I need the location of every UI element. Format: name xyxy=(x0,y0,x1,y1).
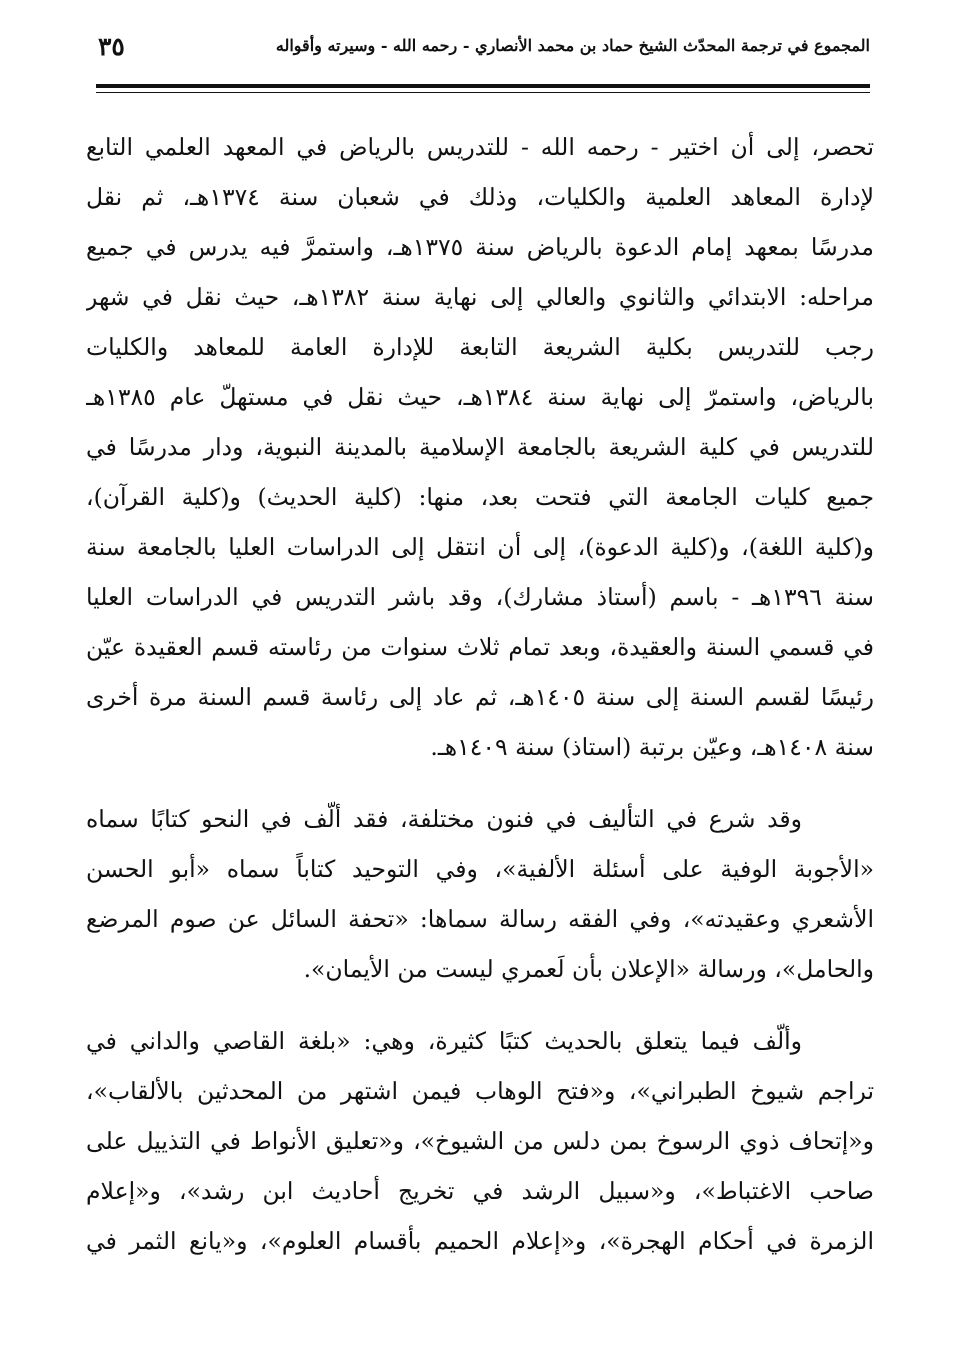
text-line: رئيسًا لقسم السنة إلى سنة ١٤٠٥هـ، ثم عاد إلى رئاسة قسم السنة مرة أخرى xyxy=(86,683,874,711)
text-line: مراحله: الابتدائي والثانوي والعالي إلى نهاية سنة ١٣٨٢هـ، حيث نقل في شهر xyxy=(86,283,874,311)
body-text xyxy=(86,122,874,1266)
text-line: سنة ١٣٩٦هـ - باسم (أستاذ مشارك)، وقد باشر التدريس في الدراسات العليا xyxy=(86,583,874,611)
text-line: للتدريس في كلية الشريعة بالجامعة الإسلامية بالمدينة النبوية، ودار مدرسًا في xyxy=(86,433,874,461)
text-line: بالرياض، واستمرّ إلى نهاية سنة ١٣٨٤هـ، حيث نقل في مستهلّ عام ١٣٨٥هـ xyxy=(86,383,874,411)
text-line: في قسمي السنة والعقيدة، وبعد تمام ثلاث سنوات من رئاسته قسم العقيدة عيّن xyxy=(86,633,874,661)
text-line: تراجم شيوخ الطبراني»، و«فتح الوهاب فيمن اشتهر من المحدثين بالألقاب»، xyxy=(86,1077,874,1105)
paragraph-3 xyxy=(86,1016,874,1266)
text-line: و«إتحاف ذوي الرسوخ بمن دلس من الشيوخ»، و«تعليق الأنواط في التذييل على xyxy=(86,1127,874,1155)
text-line: الأشعري وعقيدته»، وفي الفقه رسالة سماها: «تحفة السائل عن صوم المرضع xyxy=(86,905,874,933)
text-line: «الأجوبة الوفية على أسئلة الألفية»، وفي التوحيد كتاباً سماه «أبو الحسن xyxy=(86,855,874,883)
text-line: و(كلية اللغة)، و(كلية الدعوة)، إلى أن انتقل إلى الدراسات العليا بالجامعة سنة xyxy=(86,533,874,561)
text-line: مدرسًا بمعهد إمام الدعوة بالرياض سنة ١٣٧٥هـ، واستمرَّ فيه يدرس في جميع xyxy=(86,233,874,261)
text-line: وقد شرع في التأليف في فنون مختلفة، فقد ألّف في النحو كتابًا سماه xyxy=(86,805,802,833)
page-number: ٣٥ xyxy=(98,32,125,61)
header-rule-thin xyxy=(96,92,870,93)
paragraph-gap xyxy=(86,772,874,794)
text-line: لإدارة المعاهد العلمية والكليات، وذلك في شعبان سنة ١٣٧٤هـ، ثم نقل xyxy=(86,183,874,211)
page-header xyxy=(96,30,870,70)
text-line: وألّف فيما يتعلق بالحديث كتبًا كثيرة، وهي: «بلغة القاصي والداني في xyxy=(86,1027,802,1055)
text-line: الزمرة في أحكام الهجرة»، و«إعلام الحميم بأقسام العلوم»، و«يانع الثمر في xyxy=(86,1227,874,1255)
text-line: والحامل»، ورسالة «الإعلان بأن لَعمري ليست من الأيمان». xyxy=(303,955,874,983)
text-line: تحصر، إلى أن اختير - رحمه الله - للتدريس بالرياض في المعهد العلمي التابع xyxy=(86,133,874,161)
header-rule-thick xyxy=(96,84,870,88)
text-line: صاحب الاغتباط»، و«سبيل الرشد في تخريج أحاديث ابن رشد»، و«إعلام xyxy=(86,1177,874,1205)
running-title: المجموع في ترجمة المحدّث الشيخ حماد بن محمد الأنصاري - رحمه الله - وسيرته وأقواله xyxy=(275,36,870,55)
text-line: رجب للتدريس بكلية الشريعة التابعة للإدارة العامة للمعاهد والكليات xyxy=(86,333,874,361)
paragraph-2 xyxy=(86,794,874,994)
paragraph-gap xyxy=(86,994,874,1016)
text-line: سنة ١٤٠٨هـ، وعيّن برتبة (استاذ) سنة ١٤٠٩هـ. xyxy=(430,733,874,761)
text-line: جميع كليات الجامعة التي فتحت بعد، منها: (كلية الحديث) و(كلية القرآن)، xyxy=(86,483,874,511)
paragraph-1 xyxy=(86,122,874,772)
